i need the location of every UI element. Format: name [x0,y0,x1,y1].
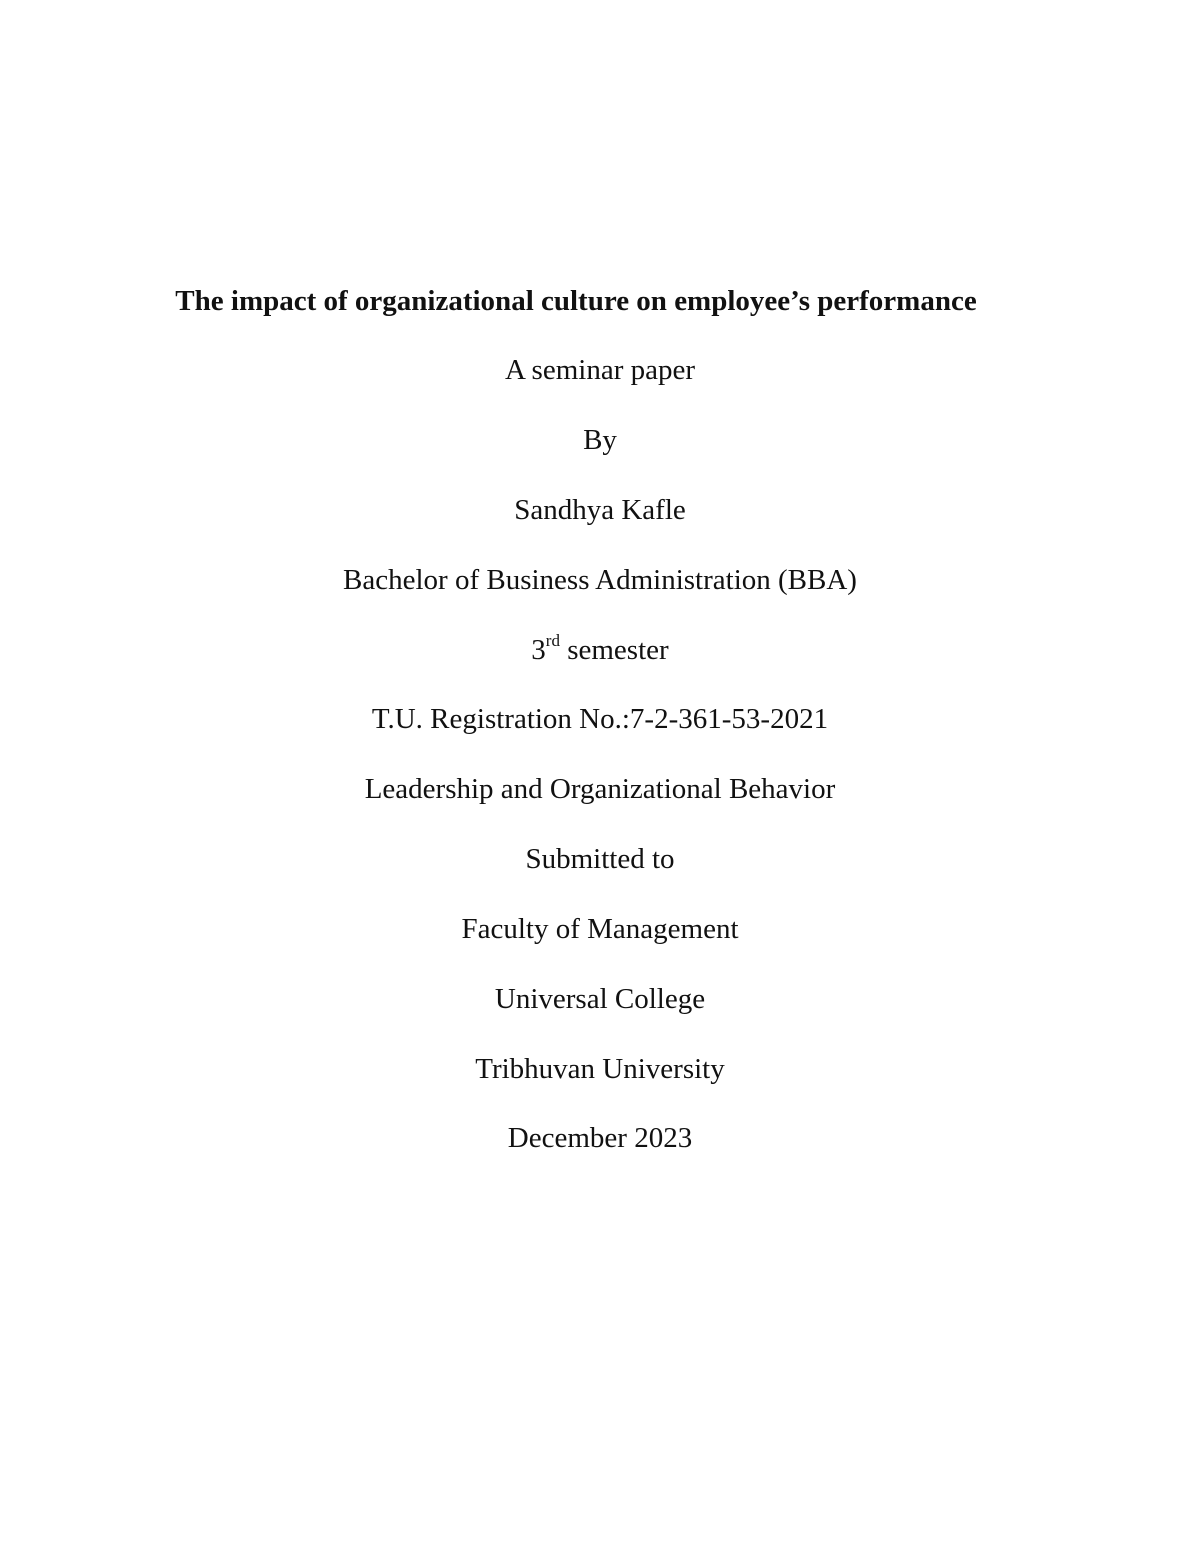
paper-subtitle: A seminar paper [504,354,696,386]
university-name: Tribhuvan University [475,1053,725,1085]
college-name: Universal College [494,983,706,1015]
semester-line [0,632,1200,668]
submitted-to-label: Submitted to [525,843,675,875]
submission-date: December 2023 [507,1122,693,1154]
course-name: Leadership and Organizational Behavior [364,773,836,805]
registration-number: T.U. Registration No.:7-2-361-53-2021 [371,703,829,735]
semester-ordinal-suffix: rd [545,631,560,651]
semester-number: 3 [531,634,546,666]
author-name: Sandhya Kafle [514,494,686,526]
degree-name: Bachelor of Business Administration (BBA) [343,564,857,596]
paper-title: The impact of organizational culture on employee’s performance [175,285,977,317]
semester-word: semester [559,634,669,666]
by-label: By [583,424,617,456]
faculty-name: Faculty of Management [461,913,739,945]
